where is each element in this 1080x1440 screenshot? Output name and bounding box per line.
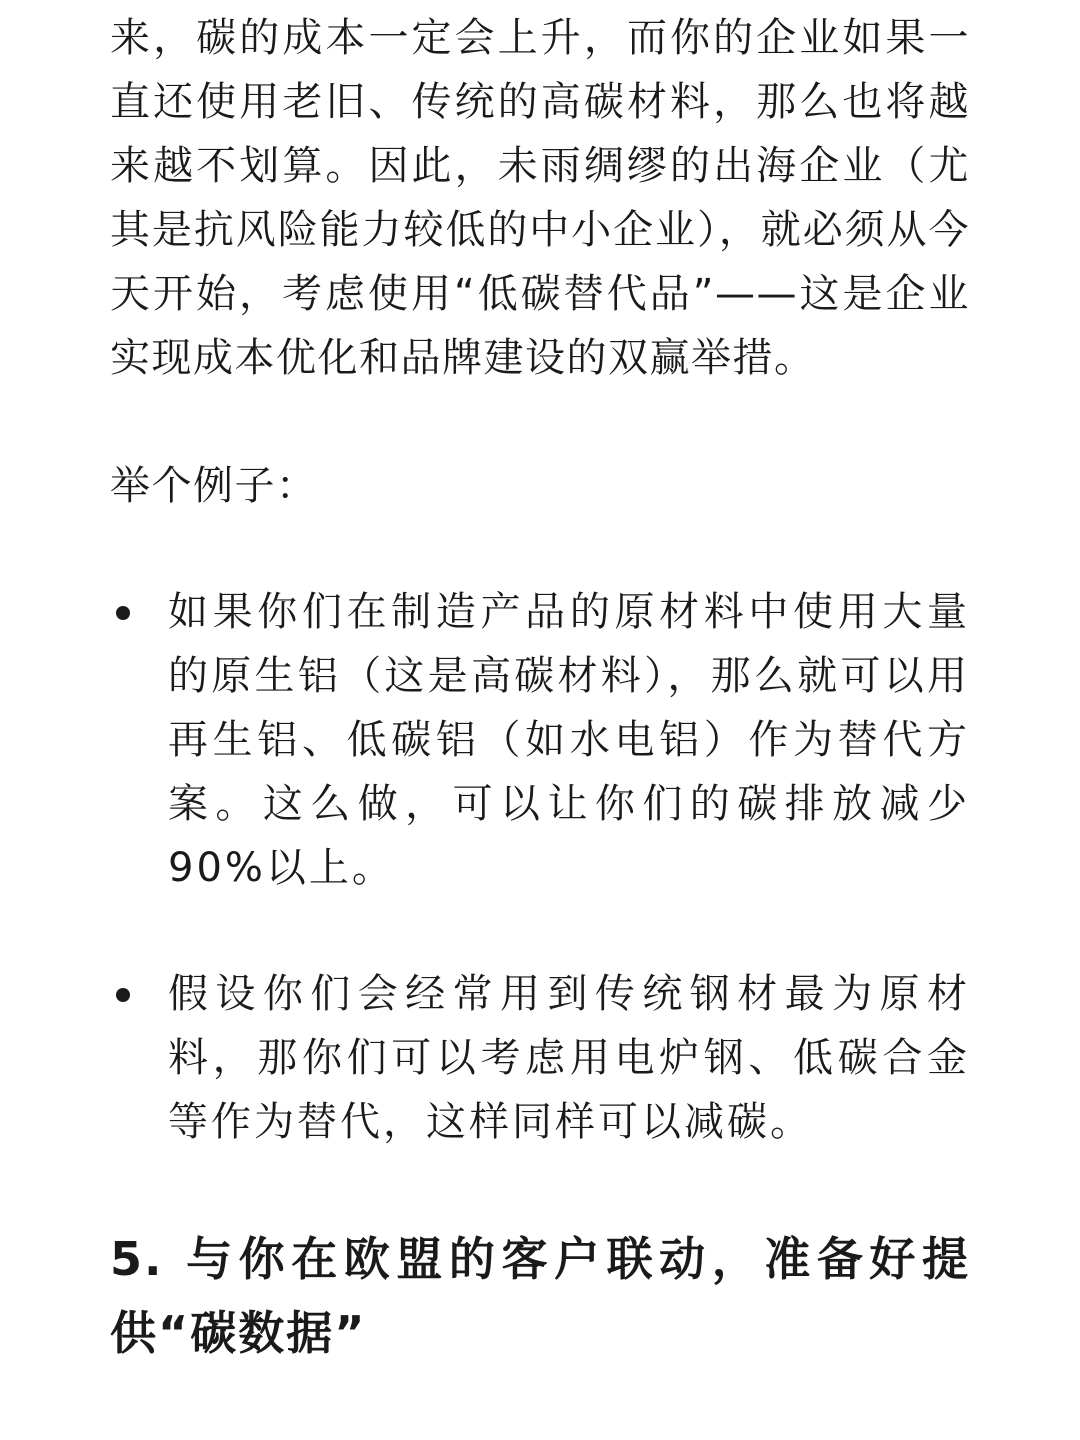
intro-paragraph: 来，碳的成本一定会上升，而你的企业如果一直还使用老旧、传统的高碳材料，那么也将越来越不划算。因此，未雨绸缪的出海企业（尤其是抗风险能力较低的中小企业），就必须从今天开始，考虑使用“低碳替代品”——这是企业实现成本优化和品牌建设的双赢举措。 [110, 15, 970, 381]
bullet-dot-icon [116, 606, 130, 620]
article-body [110, 6, 970, 1370]
list-item-text: 如果你们在制造产品的原材料中使用大量的原生铝（这是高碳材料），那么就可以用再生铝、低碳铝（如水电铝）作为替代方案。这么做，可以让你们的碳排放减少90%以上。 [168, 589, 970, 891]
example-list [110, 580, 970, 1154]
example-label: 举个例子： [110, 463, 318, 509]
list-item-text: 假设你们会经常用到传统钢材最为原材料，那你们可以考虑用电炉钢、低碳合金等作为替代，这样同样可以减碳。 [168, 971, 970, 1145]
list-item [110, 962, 970, 1154]
section-heading: 5. 与你在欧盟的客户联动，准备好提供“碳数据” [110, 1232, 970, 1360]
bullet-dot-icon [116, 988, 130, 1002]
list-item [110, 580, 970, 900]
